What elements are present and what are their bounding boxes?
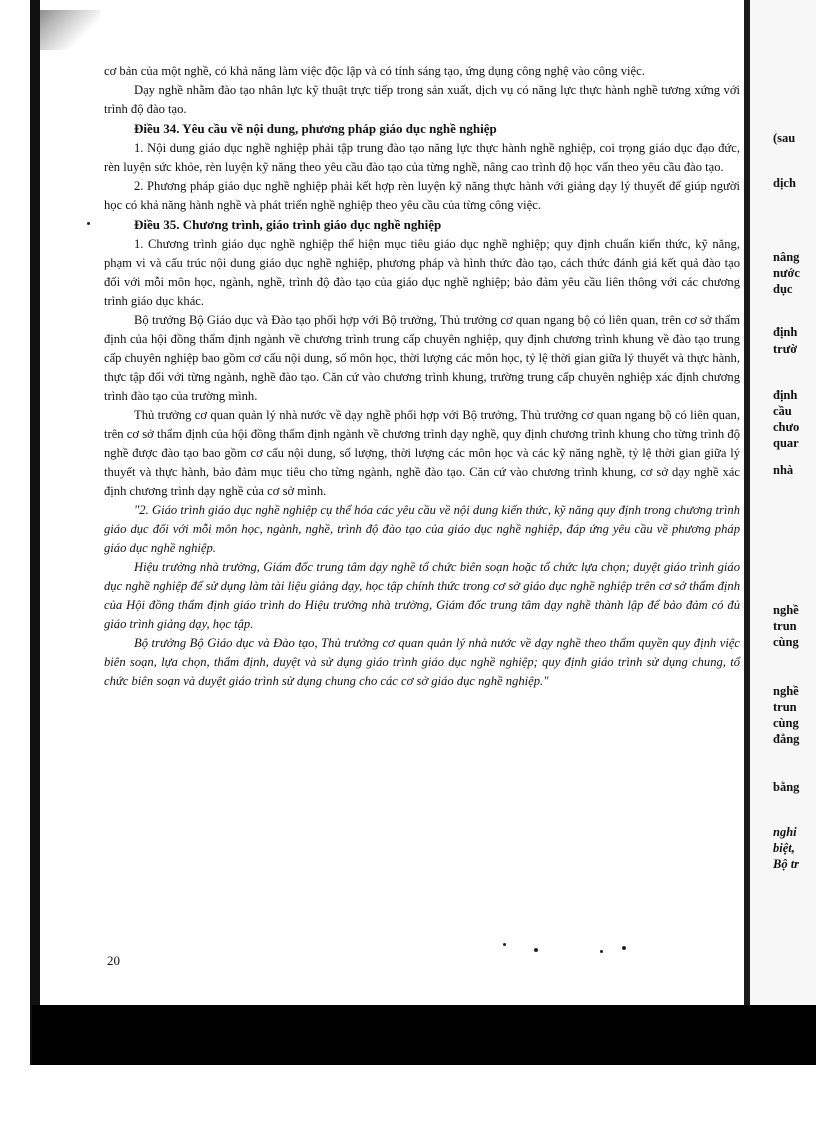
- paragraph: 1. Chương trình giáo dục nghề nghiệp thể hiện mục tiêu giáo dục nghề nghiệp; quy định chuẩn kiến thức, kỹ năng, phạm vi và cấu trúc nội dung giáo dục nghề nghiệp, phương pháp và hình thức đào tạo, cách thức đánh giá kết quả đào tạo đối với mỗi môn học, ngành, nghề, trình độ đào tạo của giáo dục nghề nghiệp; bảo đảm yêu cầu liên thông với các chương trình giáo dục khác.: [104, 237, 740, 308]
- scan-edge-bottom: [32, 1005, 816, 1065]
- facing-page-fragment: biệt,: [773, 841, 795, 855]
- facing-page-fragment: (sau: [773, 131, 796, 145]
- paragraph: "2. Giáo trình giáo dục nghề nghiệp cụ thể hóa các yêu cầu về nội dung kiến thức, kỹ năng quy định trong chương trình giáo dục đối với mỗi môn học, ngành, nghề, trình độ đào tạo của giáo dục nghề nghiệp, đáp ứng yêu cầu về phương pháp giáo dục nghề nghiệp.: [104, 503, 740, 555]
- facing-page-fragment: Bộ tr: [773, 857, 800, 871]
- facing-page-fragment: cầu: [773, 404, 792, 418]
- article-heading: Điều 34. Yêu cầu về nội dung, phương pháp giáo dục nghề nghiệp: [134, 121, 497, 136]
- facing-page-fragment: dịch: [773, 176, 796, 190]
- scan-speck: [534, 948, 538, 952]
- scan-speck: [600, 950, 603, 953]
- paragraph: Hiệu trưởng nhà trường, Giám đốc trung tâm dạy nghề tổ chức biên soạn hoặc tổ chức lựa chọn; duyệt giáo trình giáo dục nghề nghiệp để sử dụng làm tài liệu giảng dạy, học tập chính thức trong cơ sở giáo dục nghề nghiệp trên cơ sở thẩm định của Hội đồng thẩm định giáo trình do Hiệu trưởng nhà trường, Giám đốc trung tâm dạy nghề thành lập để bảo đảm có đủ giáo trình giảng dạy, học tập.: [104, 560, 740, 631]
- article-heading: Điều 35. Chương trình, giáo trình giáo dục nghề nghiệp: [134, 217, 442, 232]
- facing-page-fragment: định: [773, 325, 798, 339]
- page-number: 20: [107, 953, 120, 968]
- facing-page-fragment: đẳng: [773, 732, 800, 746]
- facing-page-fragment: nghi: [773, 825, 797, 839]
- page-body: [104, 62, 740, 691]
- paragraph: cơ bản của một nghề, có khả năng làm việc độc lập và có tính sáng tạo, ứng dụng công nghệ vào công việc.: [104, 64, 645, 78]
- facing-page-fragment: nghề: [773, 603, 799, 617]
- facing-page-fragment: dục: [773, 282, 793, 296]
- scan-speck: [503, 943, 506, 946]
- paragraph: Dạy nghề nhằm đào tạo nhân lực kỹ thuật trực tiếp trong sản xuất, dịch vụ có năng lực thực hành nghề tương xứng với trình độ đào tạo.: [104, 83, 740, 116]
- facing-page-fragment: cùng: [773, 716, 799, 730]
- facing-page-fragment: nghề: [773, 684, 799, 698]
- facing-page-fragment: trườ: [773, 342, 798, 356]
- facing-page-fragment: trun: [773, 700, 797, 714]
- facing-page-fragment: cùng: [773, 635, 799, 649]
- facing-page-fragment: chưo: [773, 420, 800, 434]
- scan-corner-artifact: [40, 10, 100, 50]
- facing-page-fragment: trun: [773, 619, 797, 633]
- paragraph: Bộ trưởng Bộ Giáo dục và Đào tạo phối hợp với Bộ trưởng, Thủ trưởng cơ quan ngang bộ có liên quan, trên cơ sở thẩm định của hội đồng thẩm định ngành về chương trình trung cấp chuyên nghiệp, quy định chương trình khung về đào tạo trung cấp chuyên nghiệp bao gồm cơ cấu nội dung, số môn học, thời lượng các môn học, tỷ lệ thời gian giữa lý thuyết và thực hành, thực tập đối với từng ngành, nghề đào tạo. Căn cứ vào chương trình khung, trường trung cấp chuyên nghiệp xác định chương trình đào tạo của trường mình.: [104, 313, 740, 403]
- facing-page-fragment: quar: [773, 436, 799, 450]
- scan-edge-left: [30, 0, 40, 1065]
- paragraph: Thủ trưởng cơ quan quản lý nhà nước về dạy nghề phối hợp với Bộ trưởng, Thủ trưởng cơ quan ngang bộ có liên quan, trên cơ sở thẩm định của hội đồng thẩm định ngành về chương trình dạy nghề, quy định chương trình khung cho từng trình độ nghề được đào tạo bao gồm cơ cấu nội dung, số lượng, thời lượng các môn học và các kỹ năng nghề, tỷ lệ thời gian giữa lý thuyết và thực hành, bảo đảm mục tiêu cho từng ngành, nghề đào tạo. Căn cứ vào chương trình khung, cơ sở dạy nghề xác định chương trình dạy nghề của cơ sở mình.: [104, 408, 740, 498]
- paragraph: 1. Nội dung giáo dục nghề nghiệp phải tập trung đào tạo năng lực thực hành nghề nghiệp, coi trọng giáo dục đạo đức, rèn luyện sức khỏe, rèn luyện kỹ năng theo yêu cầu đào tạo của từng nghề, nâng cao trình độ học vấn theo yêu cầu đào tạo.: [104, 141, 740, 174]
- book-spine: [744, 0, 750, 1005]
- scan-speck: [622, 946, 626, 950]
- paragraph: Bộ trưởng Bộ Giáo dục và Đào tạo, Thủ trưởng cơ quan quản lý nhà nước về dạy nghề theo thẩm quyền quy định việc biên soạn, lựa chọn, thẩm định, duyệt và sử dụng giáo trình giáo dục nghề nghiệp; quy định giáo trình sử dụng chung, tổ chức biên soạn và duyệt giáo trình sử dụng chung cho các cơ sở giáo dục nghề nghiệp.": [104, 636, 740, 688]
- facing-page-fragment: nhà: [773, 463, 794, 477]
- facing-page-fragment: nước: [773, 266, 800, 280]
- scan-speck: [87, 222, 90, 225]
- facing-page-fragment: định: [773, 388, 798, 402]
- paragraph: 2. Phương pháp giáo dục nghề nghiệp phải kết hợp rèn luyện kỹ năng thực hành với giảng dạy lý thuyết để giúp người học có khả năng hành nghề và phát triển nghề nghiệp theo yêu cầu của từng công việc.: [104, 179, 740, 212]
- facing-page-fragment: nâng: [773, 250, 800, 264]
- facing-page-fragment: bằng: [773, 780, 800, 794]
